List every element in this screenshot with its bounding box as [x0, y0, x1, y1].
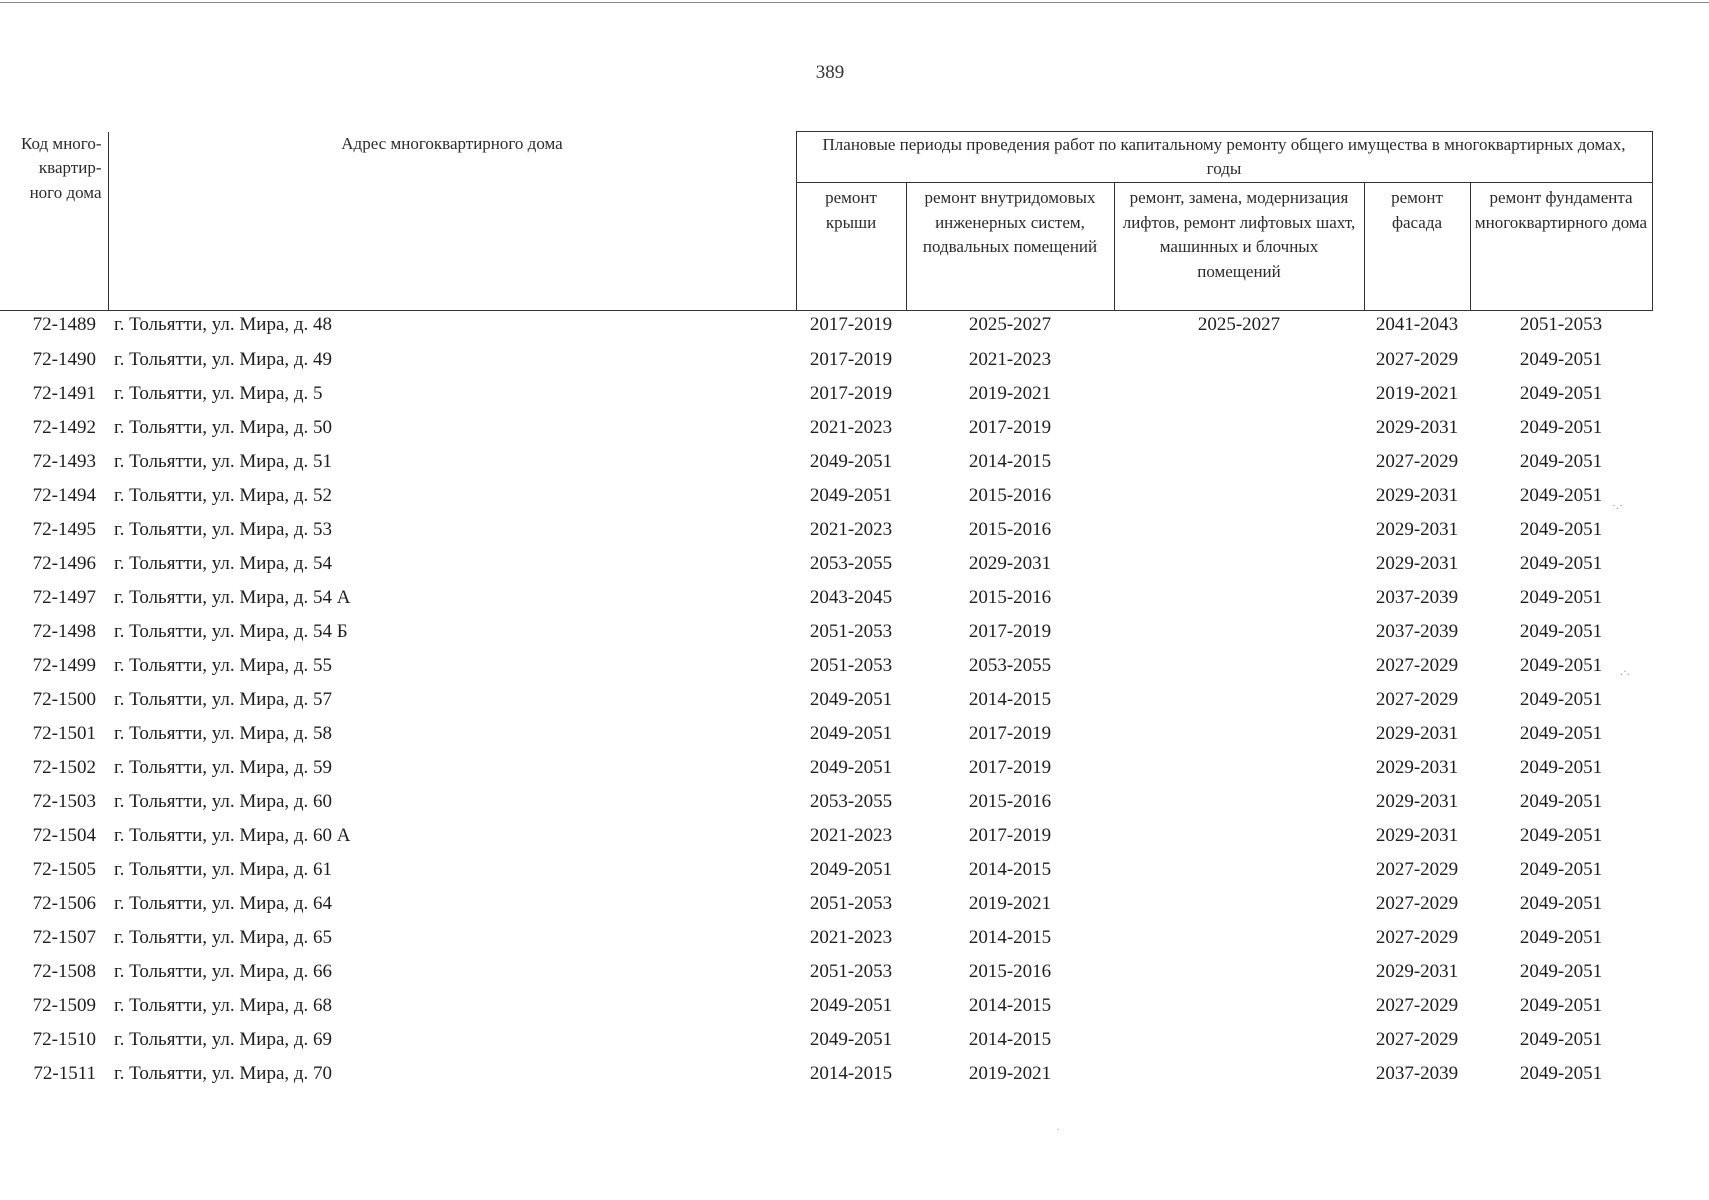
- cell-roof-period: 2051-2053: [809, 621, 893, 642]
- cell-foundation-period: 2049-2051: [1519, 383, 1603, 404]
- cell-facade-period: 2027-2029: [1375, 927, 1459, 948]
- cell-address: г. Тольятти, ул. Мира, д. 49: [114, 349, 333, 370]
- cell-foundation-period: 2051-2053: [1519, 314, 1603, 335]
- cell-facade-period: 2027-2029: [1375, 995, 1459, 1016]
- cell-address: г. Тольятти, ул. Мира, д. 54: [114, 553, 333, 574]
- cell-address: г. Тольятти, ул. Мира, д. 66: [114, 961, 333, 982]
- cell-foundation-period: 2049-2051: [1519, 485, 1603, 506]
- cell-address: г. Тольятти, ул. Мира, д. 65: [114, 927, 333, 948]
- cell-house-code: 72-1504: [32, 825, 96, 846]
- cell-lifts-period: [1114, 343, 1364, 377]
- cell-facade-period: 2027-2029: [1375, 859, 1459, 880]
- cell-engineering-period: 2017-2019: [968, 621, 1052, 642]
- table-row: [0, 751, 1652, 785]
- header-house-code-line: ного дома: [29, 182, 102, 202]
- cell-lifts-period: [1114, 1023, 1364, 1057]
- cell-address: г. Тольятти, ул. Мира, д. 64: [114, 893, 333, 914]
- cell-address: г. Тольятти, ул. Мира, д. 68: [114, 995, 333, 1016]
- cell-house-code: 72-1498: [32, 621, 96, 642]
- cell-foundation-period: 2049-2051: [1519, 995, 1603, 1016]
- cell-facade-period: 2029-2031: [1375, 417, 1459, 438]
- table-row: [0, 989, 1652, 1023]
- cell-roof-period: 2049-2051: [809, 859, 893, 880]
- table-row: [0, 615, 1652, 649]
- cell-foundation-period: 2049-2051: [1519, 1063, 1603, 1084]
- header-house-code: [0, 132, 108, 311]
- table-row: [0, 853, 1652, 887]
- cell-facade-period: 2027-2029: [1375, 893, 1459, 914]
- cell-engineering-period: 2015-2016: [968, 485, 1052, 506]
- cell-lifts-period: [1114, 785, 1364, 819]
- header-planned-periods: Плановые периоды проведения работ по капитальному ремонту общего имущества в многоквартирных домах, годы: [796, 132, 1652, 183]
- cell-house-code: 72-1509: [32, 995, 96, 1016]
- top-edge-rule: [0, 2, 1709, 3]
- cell-roof-period: 2017-2019: [809, 349, 893, 370]
- table-row: [0, 819, 1652, 853]
- table-row: [0, 581, 1652, 615]
- cell-address: г. Тольятти, ул. Мира, д. 58: [114, 723, 333, 744]
- cell-foundation-period: 2049-2051: [1519, 587, 1603, 608]
- cell-foundation-period: 2049-2051: [1519, 1029, 1603, 1050]
- table-body: [0, 311, 1652, 1092]
- cell-roof-period: 2049-2051: [809, 723, 893, 744]
- cell-roof-period: 2049-2051: [809, 485, 893, 506]
- cell-address: г. Тольятти, ул. Мира, д. 5: [114, 383, 323, 404]
- cell-engineering-period: 2014-2015: [968, 451, 1052, 472]
- cell-facade-period: 2029-2031: [1375, 791, 1459, 812]
- page-number: 389: [815, 62, 845, 83]
- header-house-code-line: Код много-: [21, 133, 102, 153]
- cell-house-code: 72-1490: [32, 349, 96, 370]
- cell-lifts-period: [1114, 989, 1364, 1023]
- cell-lifts-period: [1114, 683, 1364, 717]
- cell-roof-period: 2017-2019: [809, 314, 893, 335]
- cell-address: г. Тольятти, ул. Мира, д. 48: [114, 314, 333, 335]
- cell-engineering-period: 2014-2015: [968, 859, 1052, 880]
- table-row: [0, 513, 1652, 547]
- table-row: [0, 1057, 1652, 1091]
- cell-address: г. Тольятти, ул. Мира, д. 70: [114, 1063, 333, 1084]
- cell-facade-period: 2027-2029: [1375, 689, 1459, 710]
- cell-engineering-period: 2017-2019: [968, 417, 1052, 438]
- cell-lifts-period: [1114, 649, 1364, 683]
- cell-house-code: 72-1493: [32, 451, 96, 472]
- cell-address: г. Тольятти, ул. Мира, д. 61: [114, 859, 333, 880]
- table-row: [0, 547, 1652, 581]
- header-engineering-systems-repair: ремонт внутридомовых инженерных систем, подвальных помещений: [906, 183, 1114, 311]
- cell-house-code: 72-1500: [32, 689, 96, 710]
- cell-lifts-period: [1114, 547, 1364, 581]
- table-row: [0, 955, 1652, 989]
- cell-address: г. Тольятти, ул. Мира, д. 60: [114, 791, 333, 812]
- cell-facade-period: 2037-2039: [1375, 621, 1459, 642]
- cell-engineering-period: 2017-2019: [968, 757, 1052, 778]
- cell-house-code: 72-1494: [32, 485, 96, 506]
- header-facade-repair: ремонт фасада: [1364, 183, 1470, 311]
- cell-foundation-period: 2049-2051: [1519, 825, 1603, 846]
- schedule-table: [0, 131, 1653, 1091]
- cell-lifts-period: [1114, 1057, 1364, 1091]
- cell-roof-period: 2021-2023: [809, 927, 893, 948]
- table-row: [0, 377, 1652, 411]
- table-row: [0, 479, 1652, 513]
- cell-roof-period: 2049-2051: [809, 451, 893, 472]
- table-row: [0, 1023, 1652, 1057]
- cell-facade-period: 2027-2029: [1375, 1029, 1459, 1050]
- cell-lifts-period: [1114, 751, 1364, 785]
- cell-lifts-period: [1114, 853, 1364, 887]
- cell-roof-period: 2051-2053: [809, 655, 893, 676]
- cell-lifts-period: [1114, 615, 1364, 649]
- table-row: [0, 921, 1652, 955]
- cell-house-code: 72-1495: [32, 519, 96, 540]
- cell-facade-period: 2029-2031: [1375, 825, 1459, 846]
- cell-roof-period: 2053-2055: [809, 791, 893, 812]
- capital-repair-schedule: [0, 131, 1653, 1091]
- cell-facade-period: 2029-2031: [1375, 485, 1459, 506]
- cell-roof-period: 2021-2023: [809, 825, 893, 846]
- cell-roof-period: 2051-2053: [809, 961, 893, 982]
- cell-engineering-period: 2014-2015: [968, 1029, 1052, 1050]
- cell-roof-period: 2021-2023: [809, 519, 893, 540]
- cell-lifts-period: [1114, 717, 1364, 751]
- cell-lifts-period: [1114, 445, 1364, 479]
- table-row: [0, 785, 1652, 819]
- cell-foundation-period: 2049-2051: [1519, 451, 1603, 472]
- table-row: [0, 683, 1652, 717]
- cell-house-code: 72-1497: [32, 587, 96, 608]
- cell-facade-period: 2027-2029: [1375, 349, 1459, 370]
- cell-house-code: 72-1499: [32, 655, 96, 676]
- cell-lifts-period: [1114, 377, 1364, 411]
- cell-facade-period: 2029-2031: [1375, 519, 1459, 540]
- cell-address: г. Тольятти, ул. Мира, д. 54 Б: [114, 621, 348, 642]
- cell-address: г. Тольятти, ул. Мира, д. 60 А: [114, 825, 351, 846]
- cell-foundation-period: 2049-2051: [1519, 519, 1603, 540]
- cell-engineering-period: 2019-2021: [968, 383, 1052, 404]
- cell-foundation-period: 2049-2051: [1519, 621, 1603, 642]
- cell-engineering-period: 2014-2015: [968, 689, 1052, 710]
- cell-engineering-period: 2015-2016: [968, 519, 1052, 540]
- cell-lifts-period: [1114, 581, 1364, 615]
- cell-facade-period: 2041-2043: [1375, 314, 1459, 335]
- cell-roof-period: 2049-2051: [809, 757, 893, 778]
- cell-engineering-period: 2025-2027: [968, 314, 1052, 335]
- cell-engineering-period: 2015-2016: [968, 791, 1052, 812]
- cell-house-code: 72-1496: [32, 553, 96, 574]
- table-row: [0, 887, 1652, 921]
- cell-lifts-period: [1114, 513, 1364, 547]
- cell-foundation-period: 2049-2051: [1519, 553, 1603, 574]
- cell-house-code: 72-1510: [32, 1029, 96, 1050]
- cell-foundation-period: 2049-2051: [1519, 961, 1603, 982]
- cell-address: г. Тольятти, ул. Мира, д. 51: [114, 451, 333, 472]
- cell-foundation-period: 2049-2051: [1519, 859, 1603, 880]
- cell-engineering-period: 2019-2021: [968, 1063, 1052, 1084]
- cell-lifts-period: 2025-2027: [1197, 314, 1281, 335]
- cell-engineering-period: 2017-2019: [968, 723, 1052, 744]
- cell-house-code: 72-1507: [32, 927, 96, 948]
- cell-engineering-period: 2015-2016: [968, 587, 1052, 608]
- cell-facade-period: 2037-2039: [1375, 587, 1459, 608]
- cell-roof-period: 2021-2023: [809, 417, 893, 438]
- cell-house-code: 72-1501: [32, 723, 96, 744]
- cell-house-code: 72-1502: [32, 757, 96, 778]
- cell-foundation-period: 2049-2051: [1519, 417, 1603, 438]
- cell-facade-period: 2019-2021: [1375, 383, 1459, 404]
- cell-foundation-period: 2049-2051: [1519, 723, 1603, 744]
- header-roof-repair: ремонт крыши: [796, 183, 906, 311]
- table-row: [0, 445, 1652, 479]
- cell-foundation-period: 2049-2051: [1519, 689, 1603, 710]
- cell-foundation-period: 2049-2051: [1519, 349, 1603, 370]
- cell-foundation-period: 2049-2051: [1519, 655, 1603, 676]
- scan-speck: ·.·: [1612, 498, 1623, 512]
- cell-house-code: 72-1506: [32, 893, 96, 914]
- cell-facade-period: 2029-2031: [1375, 961, 1459, 982]
- cell-address: г. Тольятти, ул. Мира, д. 55: [114, 655, 333, 676]
- table-row: [0, 411, 1652, 445]
- cell-house-code: 72-1511: [33, 1063, 96, 1084]
- cell-lifts-period: [1114, 955, 1364, 989]
- cell-address: г. Тольятти, ул. Мира, д. 54 А: [114, 587, 351, 608]
- cell-engineering-period: 2029-2031: [968, 553, 1052, 574]
- cell-roof-period: 2053-2055: [809, 553, 893, 574]
- cell-roof-period: 2049-2051: [809, 1029, 893, 1050]
- cell-lifts-period: [1114, 921, 1364, 955]
- cell-engineering-period: 2021-2023: [968, 349, 1052, 370]
- cell-facade-period: 2029-2031: [1375, 553, 1459, 574]
- cell-roof-period: 2049-2051: [809, 689, 893, 710]
- cell-address: г. Тольятти, ул. Мира, д. 50: [114, 417, 333, 438]
- table-row: [0, 311, 1652, 344]
- cell-lifts-period: [1114, 887, 1364, 921]
- table-row: [0, 649, 1652, 683]
- cell-engineering-period: 2019-2021: [968, 893, 1052, 914]
- cell-foundation-period: 2049-2051: [1519, 791, 1603, 812]
- cell-address: г. Тольятти, ул. Мира, д. 53: [114, 519, 333, 540]
- cell-address: г. Тольятти, ул. Мира, д. 69: [114, 1029, 333, 1050]
- cell-foundation-period: 2049-2051: [1519, 893, 1603, 914]
- cell-facade-period: 2027-2029: [1375, 451, 1459, 472]
- cell-engineering-period: 2014-2015: [968, 927, 1052, 948]
- cell-roof-period: 2014-2015: [809, 1063, 893, 1084]
- cell-house-code: 72-1491: [32, 383, 96, 404]
- cell-lifts-period: [1114, 479, 1364, 513]
- cell-roof-period: 2051-2053: [809, 893, 893, 914]
- cell-house-code: 72-1508: [32, 961, 96, 982]
- cell-engineering-period: 2017-2019: [968, 825, 1052, 846]
- cell-lifts-period: [1114, 819, 1364, 853]
- cell-engineering-period: 2053-2055: [968, 655, 1052, 676]
- cell-house-code: 72-1503: [32, 791, 96, 812]
- cell-foundation-period: 2049-2051: [1519, 757, 1603, 778]
- cell-house-code: 72-1489: [32, 314, 96, 335]
- cell-house-code: 72-1492: [32, 417, 96, 438]
- header-foundation-repair: ремонт фундамента многоквартирного дома: [1470, 183, 1652, 311]
- cell-roof-period: 2043-2045: [809, 587, 893, 608]
- cell-facade-period: 2027-2029: [1375, 655, 1459, 676]
- cell-house-code: 72-1505: [32, 859, 96, 880]
- cell-engineering-period: 2014-2015: [968, 995, 1052, 1016]
- header-address: Адрес многоквартирного дома: [108, 132, 796, 311]
- cell-address: г. Тольятти, ул. Мира, д. 57: [114, 689, 333, 710]
- cell-roof-period: 2049-2051: [809, 995, 893, 1016]
- cell-roof-period: 2017-2019: [809, 383, 893, 404]
- cell-address: г. Тольятти, ул. Мира, д. 59: [114, 757, 333, 778]
- cell-address: г. Тольятти, ул. Мира, д. 52: [114, 485, 333, 506]
- header-lifts-repair: ремонт, замена, модернизация лифтов, ремонт лифтовых шахт, машинных и блочных помещений: [1114, 183, 1364, 311]
- scan-speck: .·.: [1620, 664, 1630, 678]
- cell-lifts-period: [1114, 411, 1364, 445]
- cell-facade-period: 2037-2039: [1375, 1063, 1459, 1084]
- cell-engineering-period: 2015-2016: [968, 961, 1052, 982]
- header-house-code-line: квартир-: [38, 158, 102, 177]
- cell-facade-period: 2029-2031: [1375, 757, 1459, 778]
- table-row: [0, 717, 1652, 751]
- scan-speck: ·: [1056, 1122, 1060, 1136]
- cell-foundation-period: 2049-2051: [1519, 927, 1603, 948]
- table-row: [0, 343, 1652, 377]
- table-header: [0, 132, 1652, 311]
- cell-facade-period: 2029-2031: [1375, 723, 1459, 744]
